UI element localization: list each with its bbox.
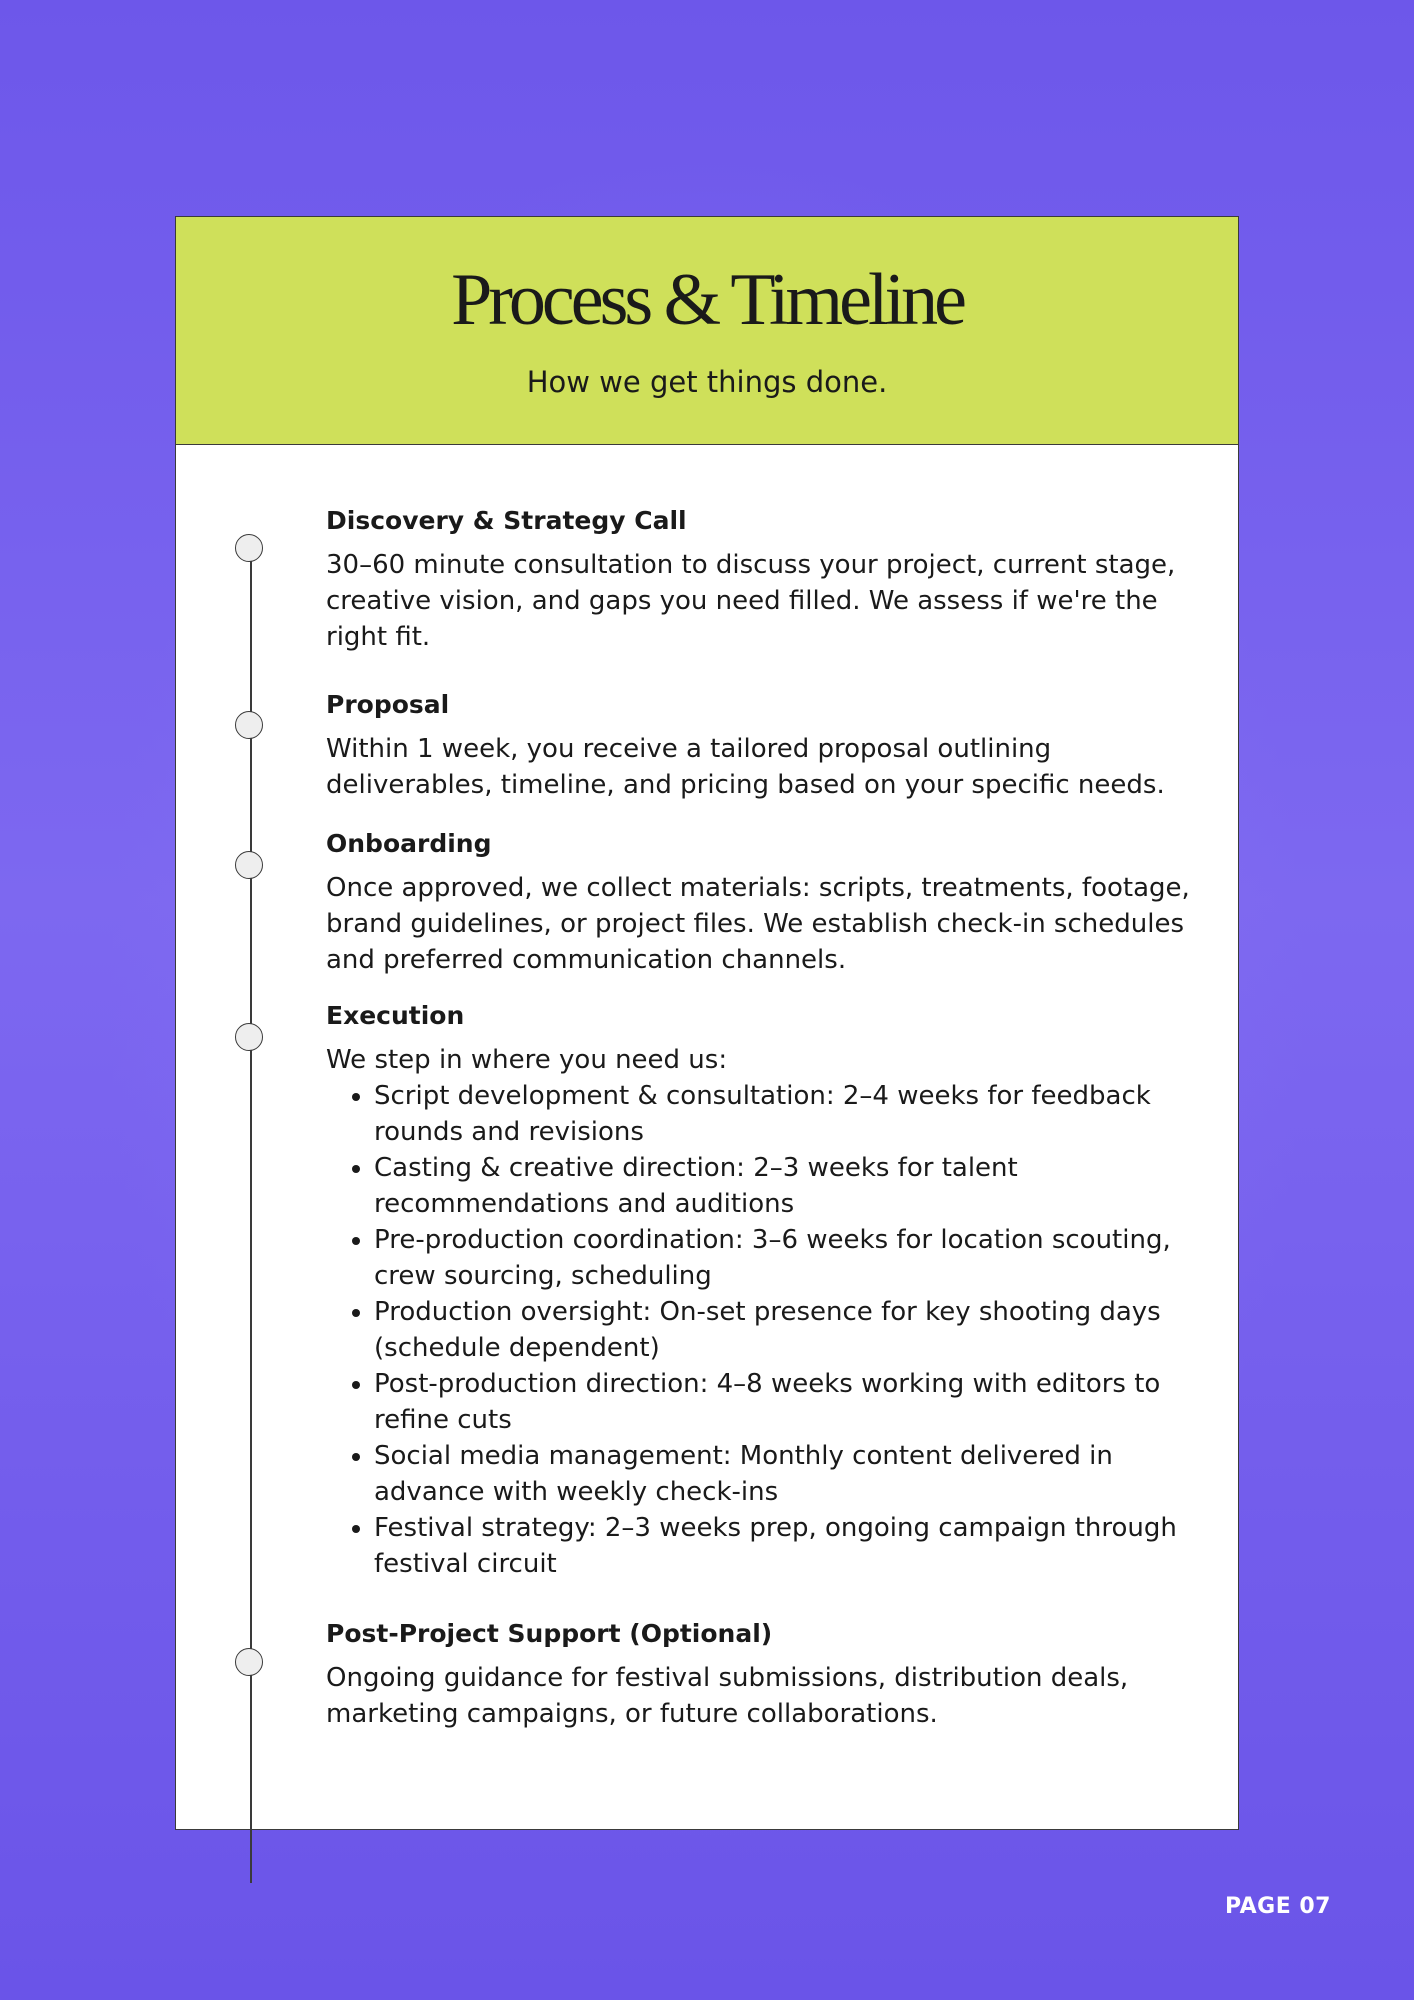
step-execution	[326, 1000, 1206, 1582]
content-card	[175, 216, 1239, 1830]
list-item: • Festival strategy: 2–3 weeks prep, ongoing campaign through festival circuit	[374, 1510, 1206, 1582]
page-subtitle: How we get things done.	[526, 365, 888, 399]
step-proposal	[326, 689, 1206, 803]
timeline-node-icon	[235, 534, 263, 562]
timeline-node-icon	[235, 711, 263, 739]
page-title: Process & Timeline	[451, 259, 963, 341]
step-description: Ongoing guidance for festival submissions, distribution deals, marketing campaigns, or future collaborations.	[326, 1663, 1129, 1729]
step-title: Post-Project Support (Optional)	[326, 1619, 773, 1648]
list-item: • Production oversight: On-set presence for key shooting days (schedule dependent)	[374, 1294, 1206, 1366]
list-item: • Social media management: Monthly content delivered in advance with weekly check-ins	[374, 1438, 1206, 1510]
step-description: 30–60 minute consultation to discuss your project, current stage, creative vision, and gaps you need filled. We assess if we're the right fit.	[326, 550, 1176, 652]
timeline-node-icon	[235, 1023, 263, 1051]
timeline-node-icon	[235, 1648, 263, 1676]
step-description: Within 1 week, you receive a tailored proposal outlining deliverables, timeline, and pricing based on your specific needs.	[326, 734, 1165, 800]
list-item: • Script development & consultation: 2–4 weeks for feedback rounds and revisions	[374, 1078, 1206, 1150]
list-item: • Casting & creative direction: 2–3 weeks for talent recommendations and auditions	[374, 1150, 1206, 1222]
step-description: We step in where you need us:	[326, 1045, 728, 1075]
step-title: Onboarding	[326, 829, 492, 858]
page-number: PAGE 07	[1225, 1894, 1331, 1919]
execution-list	[326, 1078, 1206, 1582]
step-description: Once approved, we collect materials: scripts, treatments, footage, brand guidelines, or project files. We establish check-in schedules and preferred communication channels.	[326, 873, 1190, 975]
step-title: Proposal	[326, 690, 450, 719]
step-onboarding	[326, 828, 1206, 978]
list-item: • Pre-production coordination: 3–6 weeks for location scouting, crew sourcing, scheduling	[374, 1222, 1206, 1294]
step-discovery	[326, 505, 1206, 655]
step-post-project	[326, 1618, 1206, 1732]
timeline-node-icon	[235, 851, 263, 879]
step-title: Discovery & Strategy Call	[326, 506, 687, 535]
step-title: Execution	[326, 1001, 465, 1030]
card-header	[176, 217, 1238, 445]
list-item: • Post-production direction: 4–8 weeks working with editors to refine cuts	[374, 1366, 1206, 1438]
timeline-line	[250, 551, 252, 1883]
